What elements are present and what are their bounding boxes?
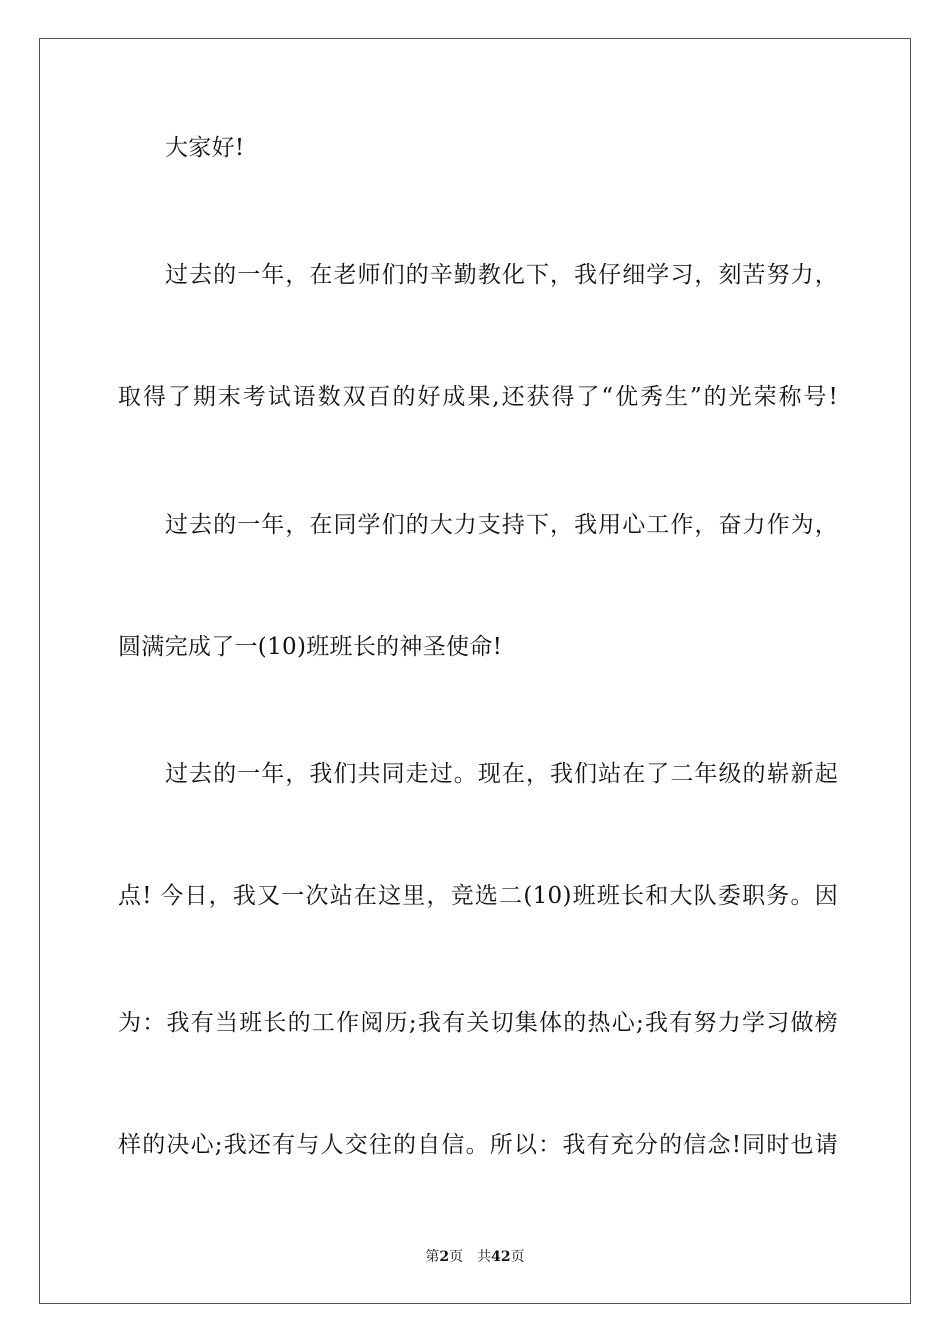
text-line-4: 圆满完成了一(10)班班长的神圣使命! [118, 634, 503, 660]
text-line-8: 样的决心;我还有与人交往的自信。所以：我有充分的信念!同时也请 [118, 1132, 838, 1158]
text-line-3: 过去的一年，在同学们的大力支持下，我用心工作，奋力作为， [165, 512, 838, 538]
text-line-7: 为：我有当班长的工作阅历;我有关切集体的热心;我有努力学习做榜 [118, 1010, 838, 1036]
text-line-6: 点! 今日，我又一次站在这里，竞选二(10)班班长和大队委职务。因 [118, 883, 838, 909]
text-line-1: 过去的一年，在老师们的辛勤教化下，我仔细学习，刻苦努力， [165, 262, 838, 288]
text-line-5: 过去的一年，我们共同走过。现在，我们站在了二年级的崭新起 [165, 761, 838, 787]
page-prefix: 第 [425, 1249, 440, 1265]
page-footer [0, 1248, 950, 1266]
total-prefix: 共 [477, 1249, 492, 1265]
page-border [39, 38, 911, 1304]
page-number: 2 [439, 1249, 450, 1265]
total-suffix: 页 [510, 1249, 525, 1265]
page-suffix: 页 [449, 1249, 464, 1265]
text-line-greeting: 大家好! [165, 135, 245, 161]
text-line-2: 取得了期末考试语数双百的好成果,还获得了“优秀生”的光荣称号! [118, 384, 838, 410]
total-pages: 42 [491, 1249, 511, 1265]
